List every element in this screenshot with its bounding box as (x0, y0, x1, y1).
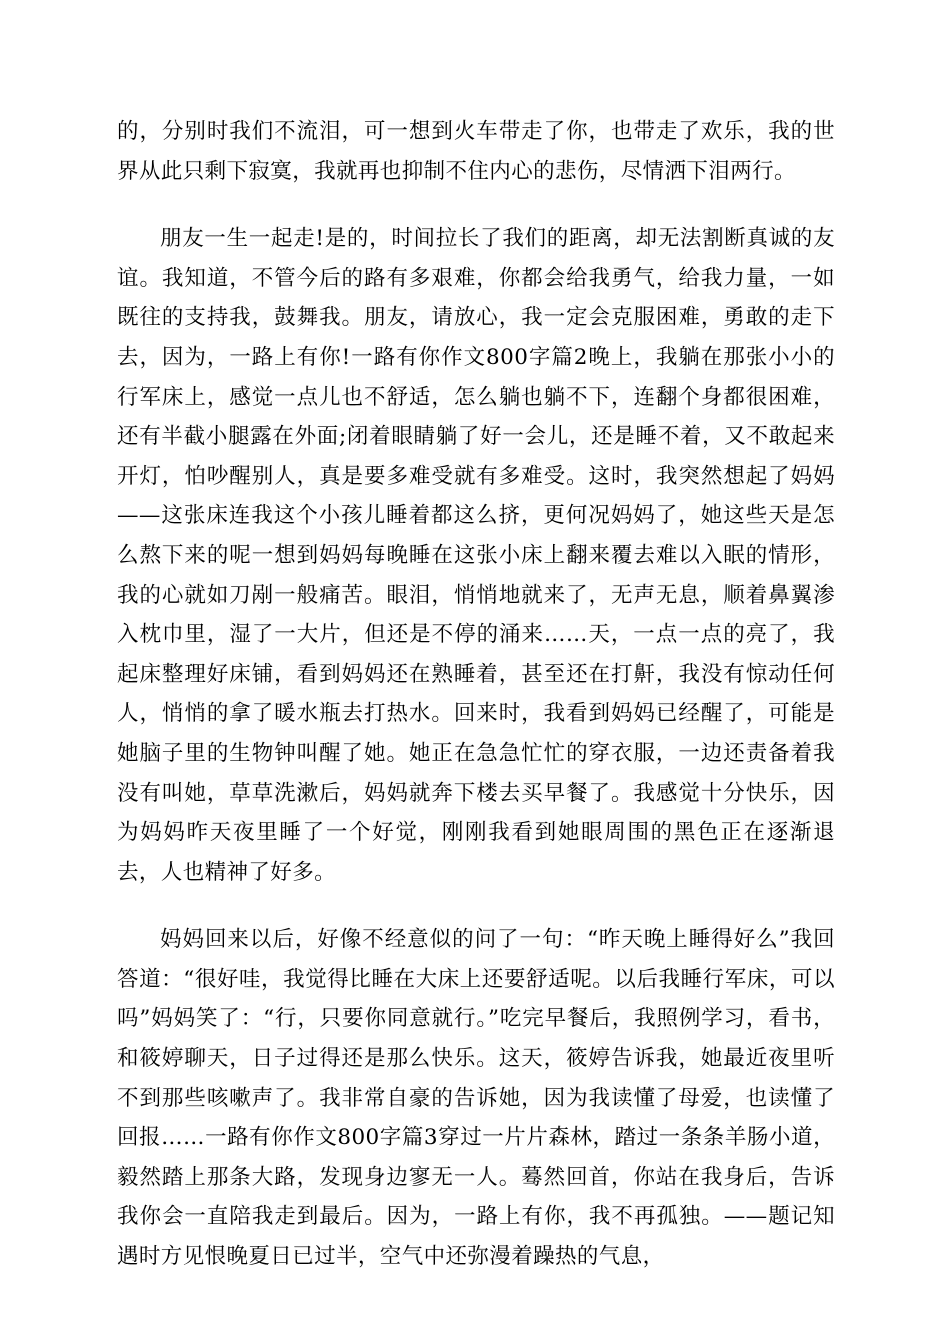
paragraph-spacer (117, 892, 835, 920)
paragraph-friendship: 朋友一生一起走!是的，时间拉长了我们的距离，却无法割断真诚的友谊。我知道，不管今后的路有多艰难，你都会给我勇气，给我力量，一如既往的支持我，鼓舞我。朋友，请放心，我一定会克服困难，勇敢的走下去，因为，一路上有你!一路有你作文800字篇2晚上，我躺在那张小小的行军床上，感觉一点儿也不舒适，怎么躺也躺不下，连翻个身都很困难，还有半截小腿露在外面;闭着眼睛躺了好一会儿，还是睡不着，又不敢起来开灯，怕吵醒别人，真是要多难受就有多难受。这时，我突然想起了妈妈——这张床连我这个小孩儿睡着都这么挤，更何况妈妈了，她这些天是怎么熬下来的呢一想到妈妈每晚睡在这张小床上翻来覆去难以入眠的情形，我的心就如刀剐一般痛苦。眼泪，悄悄地就来了，无声无息，顺着鼻翼渗入枕巾里，湿了一大片，但还是不停的涌来……天，一点一点的亮了，我起床整理好床铺，看到妈妈还在熟睡着，甚至还在打鼾，我没有惊动任何人，悄悄的拿了暖水瓶去打热水。回来时，我看到妈妈已经醒了，可能是她脑子里的生物钟叫醒了她。她正在急急忙忙的穿衣服，一边还责备着我没有叫她，草草洗漱后，妈妈就奔下楼去买早餐了。我感觉十分快乐，因为妈妈昨天夜里睡了一个好觉，刚刚我看到她眼周围的黑色正在逐渐退去，人也精神了好多。 (117, 226, 835, 885)
document-body (117, 112, 835, 1277)
paragraph-spacer (117, 191, 835, 219)
paragraph-continuation: 的，分别时我们不流泪，可一想到火车带走了你，也带走了欢乐，我的世界从此只剩下寂寞，我就再也抑制不住内心的悲伤，尽情洒下泪两行。 (117, 119, 835, 184)
paragraph-mother-returns: 妈妈回来以后，好像不经意似的问了一句：“昨天晚上睡得好么”我回答道：“很好哇，我觉得比睡在大床上还要舒适呢。以后我睡行军床，可以吗”妈妈笑了：“行，只要你同意就行。”吃完早餐后，我照例学习，看书，和筱婷聊天，日子过得还是那么快乐。这天，筱婷告诉我，她最近夜里听不到那些咳嗽声了。我非常自豪的告诉她，因为我读懂了母爱，也读懂了回报……一路有你作文800字篇3穿过一片片森林，踏过一条条羊肠小道，毅然踏上那条大路，发现身边寥无一人。蓦然回首，你站在我身后，告诉我你会一直陪我走到最后。因为，一路上有你，我不再孤独。——题记知遇时方见恨晚夏日已过半，空气中还弥漫着躁热的气息， (117, 927, 835, 1270)
